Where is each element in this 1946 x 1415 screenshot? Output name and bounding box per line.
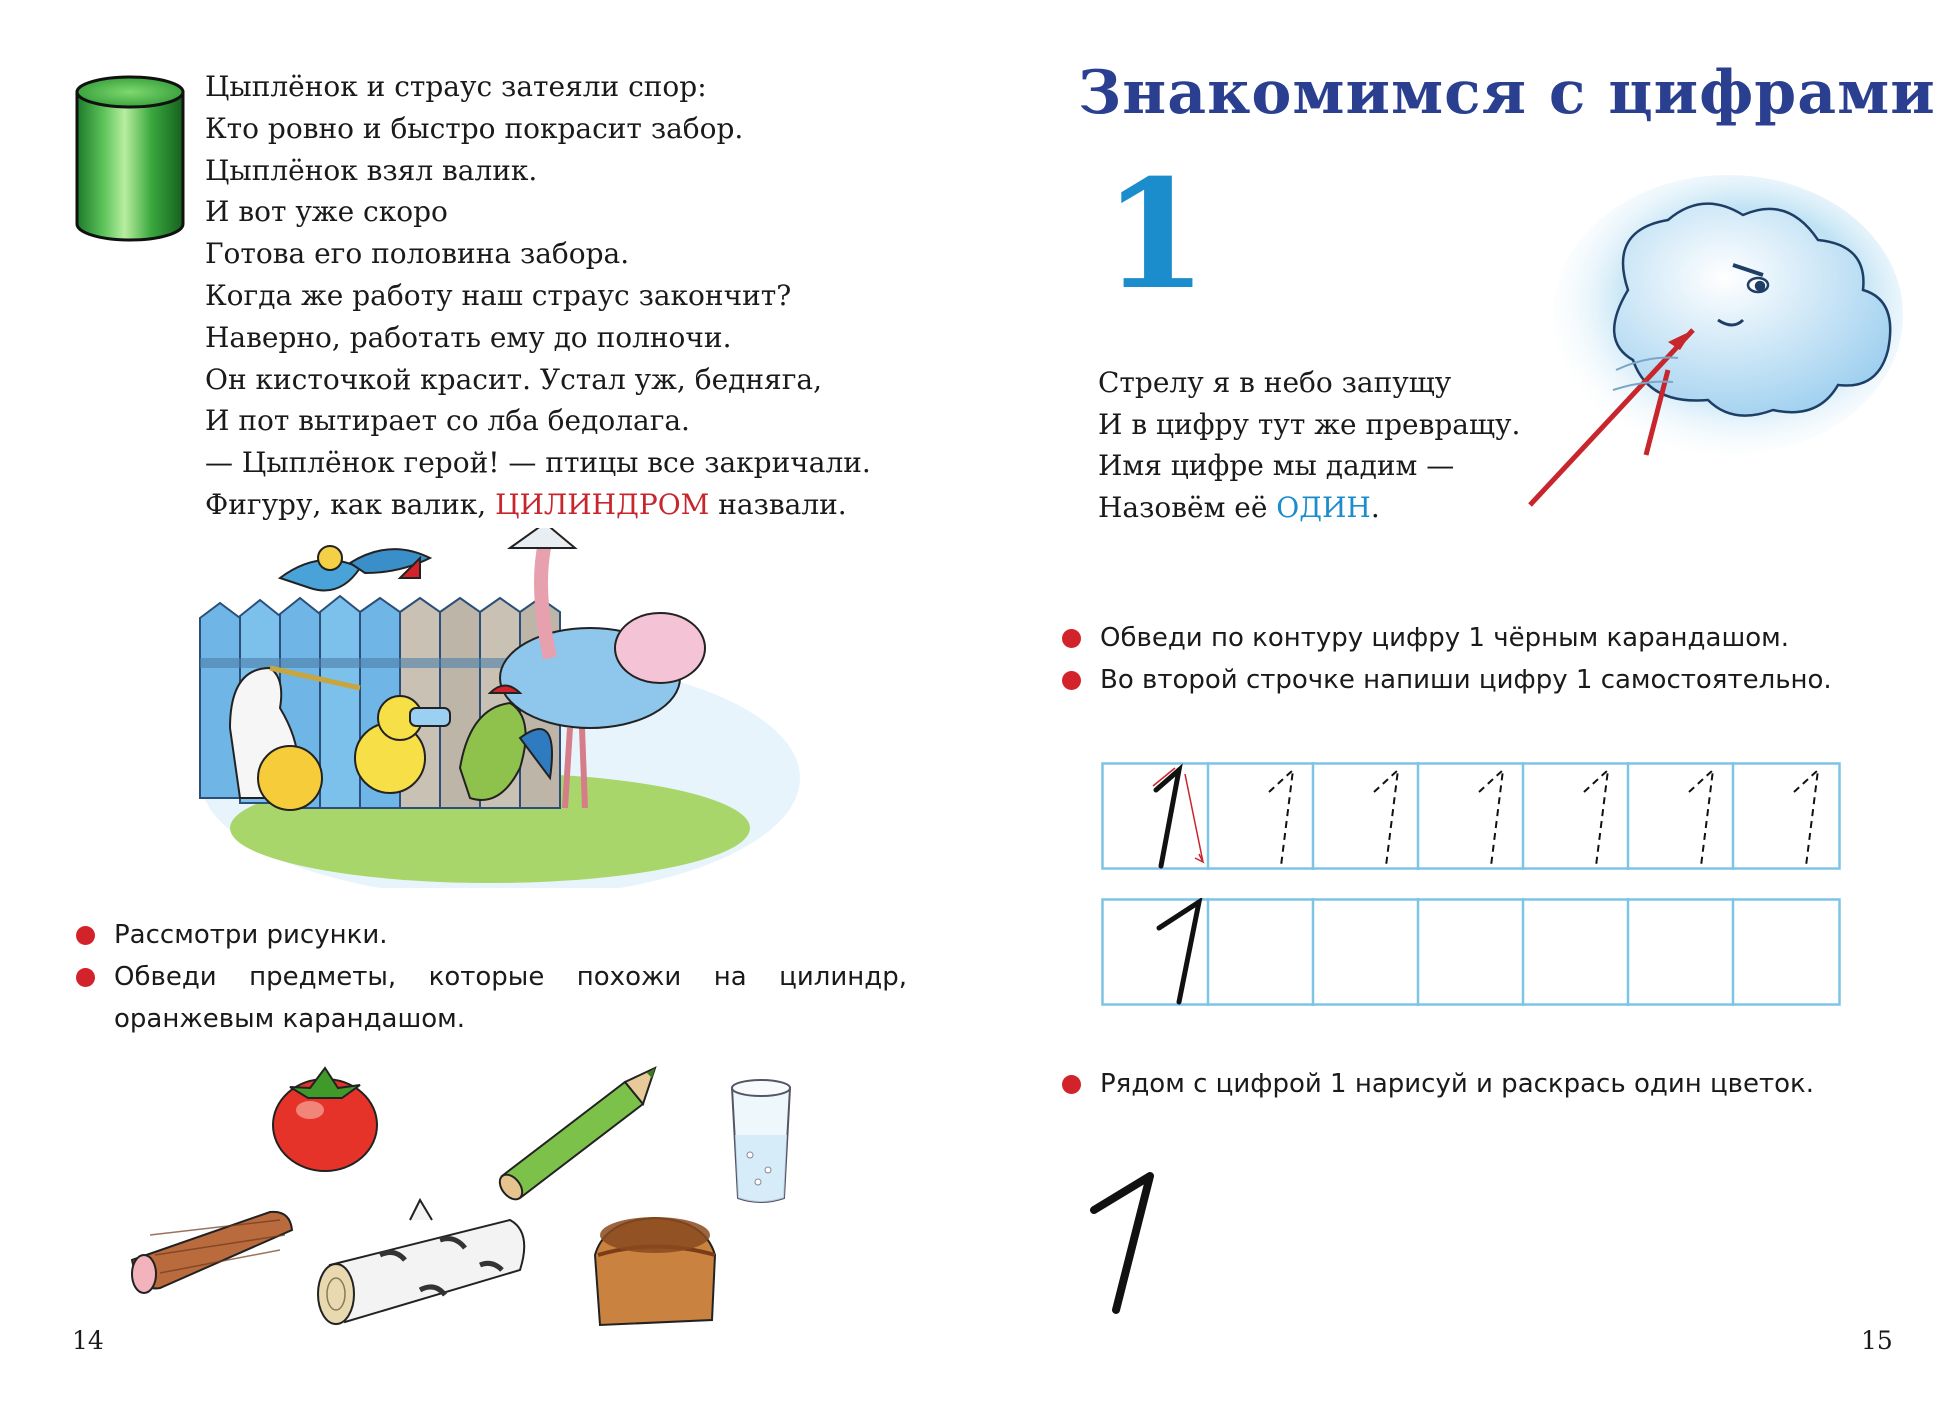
tracing-grid[interactable] [1101,762,1841,870]
task-item-inner [1058,1063,1898,1105]
cylinder-word: ЦИЛИНДРОМ [495,487,710,521]
birds-painting-fence-illustration [190,528,810,888]
task-text: Обведи по контуру цифру 1 чёрным карандашом. [1100,623,1790,653]
poem-text: . [1370,490,1380,524]
poem-line: Кто ровно и быстро покрасит забор. [205,111,744,145]
poem-line-last [1098,487,1638,529]
red-bullet-icon [1062,671,1081,690]
sausage-icon [132,1212,292,1293]
poem-line: Когда же работу наш страус закончит? [205,278,792,312]
left-tasks [72,914,907,1040]
red-bullet-icon [76,926,95,945]
poem-text: Фигуру, как валик, [205,487,496,521]
writing-grid[interactable] [1101,898,1841,1006]
page-number-left: 14 [72,1326,104,1355]
green-pencil-icon [495,1068,655,1204]
glass-icon [732,1080,790,1202]
poem-line: Стрелу я в небо запущу [1098,366,1452,399]
task-item [72,914,907,956]
birch-log-icon [318,1200,524,1324]
poem-line: И пот вытирает со лба бедолага. [205,404,690,438]
page-number-right: 15 [1861,1326,1893,1355]
poem-line: И в цифру тут же превращу. [1098,407,1521,441]
tomato-icon [273,1068,377,1171]
right-tasks [1058,617,1898,701]
digit-poem [1098,362,1638,528]
red-bullet-icon [1062,1075,1081,1094]
poem-text: назвали. [709,487,847,521]
poem-line: Готова его половина забора. [205,237,630,271]
poem-line-last [205,484,925,526]
poem-line: Имя цифре мы дадим — [1098,449,1455,482]
red-bullet-icon [1062,629,1081,648]
bread-icon [595,1217,715,1325]
poem-line: Он кисточкой красит. Устал уж, бедняга, [205,362,822,396]
one-word: ОДИН [1276,490,1371,524]
right-page [973,0,1946,1415]
green-cylinder-icon [74,74,186,242]
task-item [72,956,907,998]
poem-line: Наверно, работать ему до полночи. [205,320,732,354]
task-text: Рассмотри рисунки. [114,920,388,950]
poem-text: Назовём её [1098,490,1277,524]
poem-line: — Цыплёнок герой! — птицы все закричали. [205,446,871,480]
poem-line: Цыплёнок взял валик. [205,153,538,187]
task-item [1058,617,1898,659]
objects-illustration [120,1060,820,1350]
task-text: оранжевым карандашом. [114,1004,466,1034]
task-text: Обведи предметы, которые похожи на цилиндр, [114,962,907,992]
poem-line: И вот уже скоро [205,195,448,229]
cylinder-poem [205,66,925,526]
task-item [1058,1063,1898,1105]
red-bullet-icon [76,968,95,987]
task-item-continuation [72,998,907,1040]
big-digit-one: 1 [1103,147,1208,323]
page-title: Знакомимся с цифрами [1078,58,1936,128]
task-text: Во второй строчке напиши цифру 1 самостоятельно. [1100,665,1832,695]
task-item [1058,659,1898,701]
poem-line: Цыплёнок и страус затеяли спор: [205,70,707,103]
sample-digit-one-icon [1088,1170,1168,1315]
task-text: Рядом с цифрой 1 нарисуй и раскрась один цветок. [1100,1069,1815,1099]
